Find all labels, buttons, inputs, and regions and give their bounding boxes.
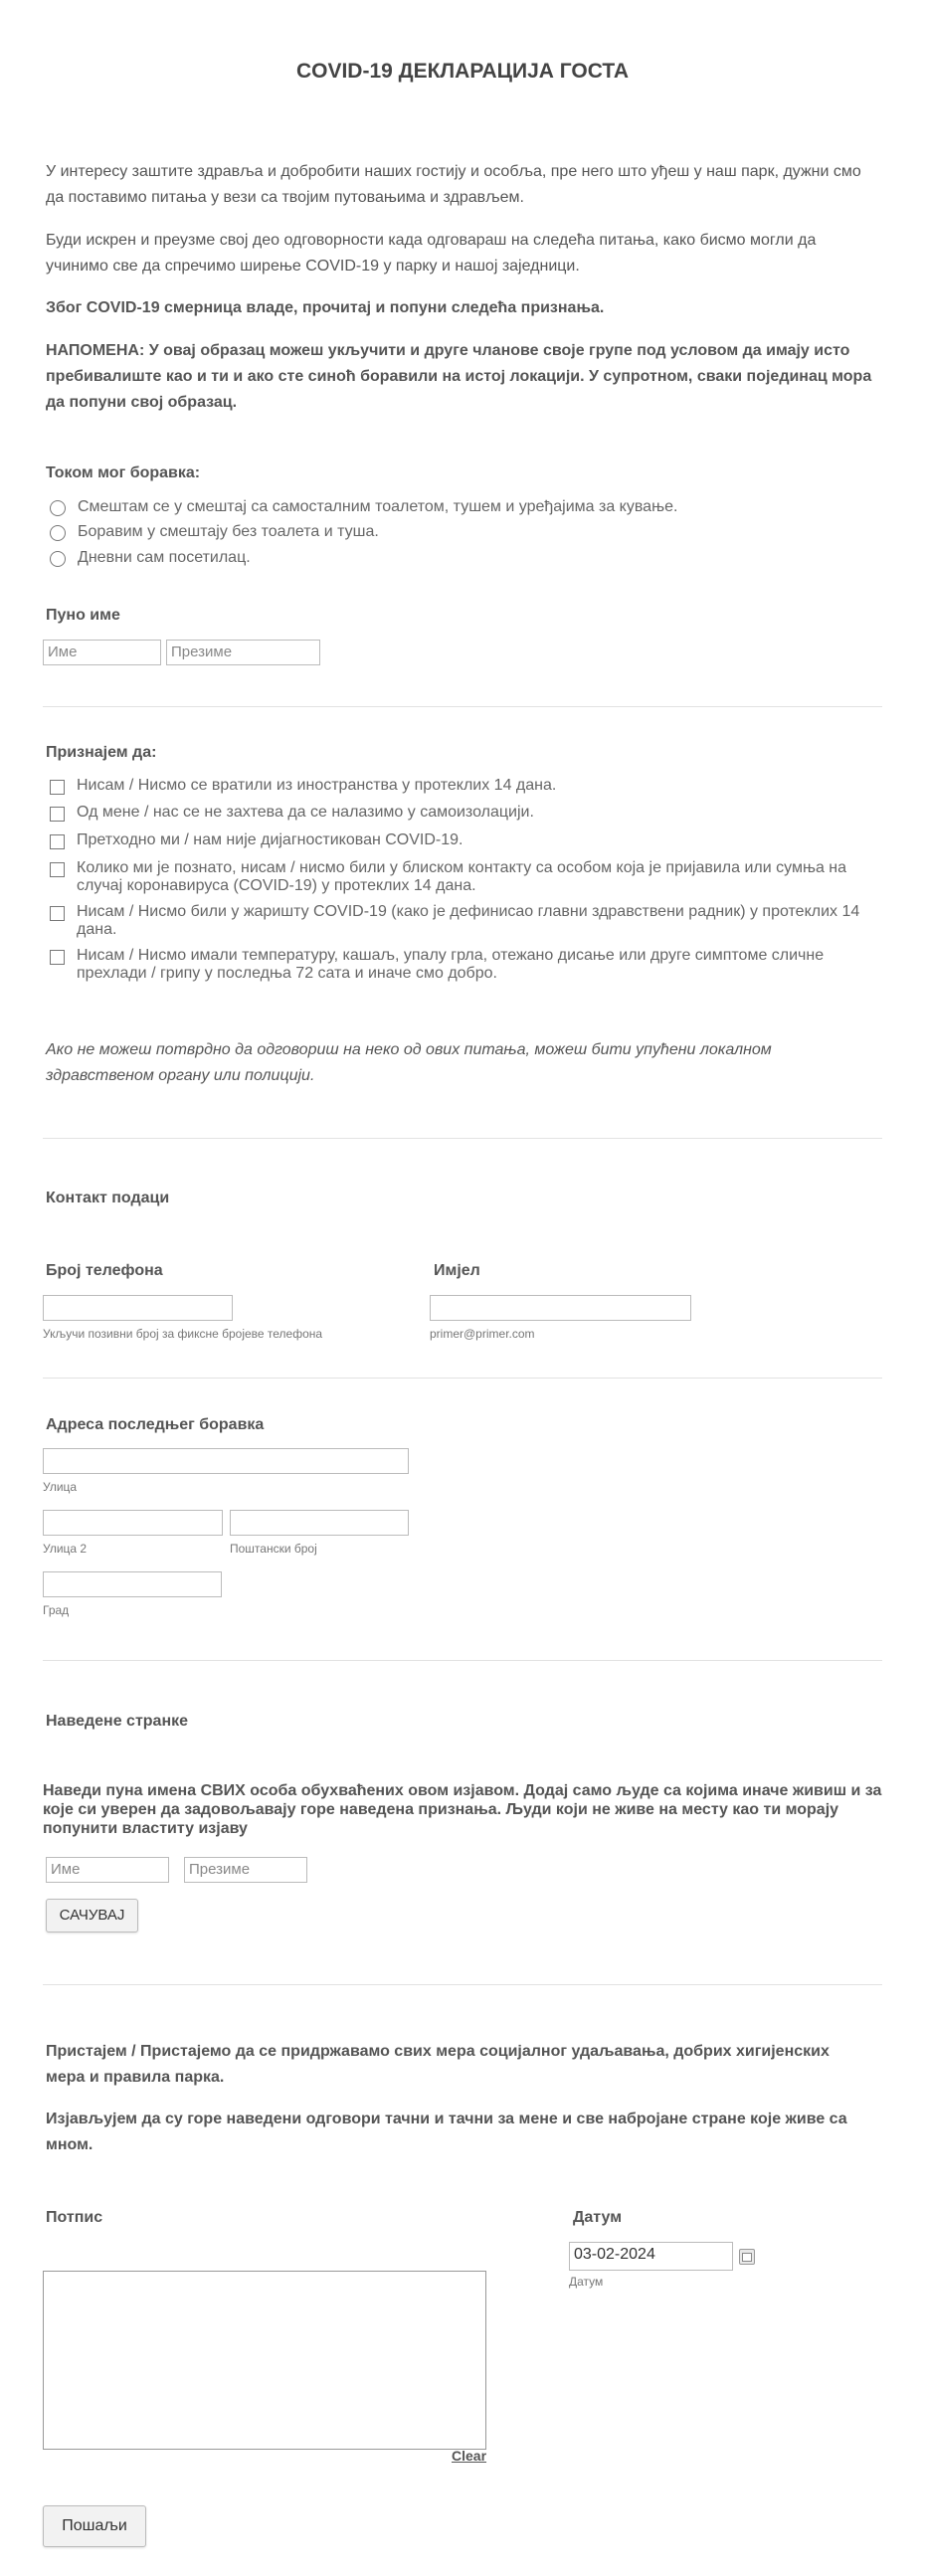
page-title: COVID-19 ДЕКЛАРАЦИЈА ГОСТА [295, 60, 630, 83]
checkbox[interactable] [50, 950, 65, 965]
agreement-paragraph-1: Пристајем / Пристајемо да се придржавамо свих мера социјалног удаљавања, добрих хигијенских мера и правила парка. [46, 2043, 830, 2086]
stay-label: Током мог боравка: [46, 464, 201, 481]
stay-option-label: Боравим у смештају без тоалета и туша. [78, 523, 379, 540]
stay-option-day-visitor[interactable] [50, 549, 251, 567]
submit-button[interactable]: Пошаљи [43, 2505, 146, 2547]
acknowledge-item-label: Нисам / Нисмо имали температуру, кашаљ, упалу грла, отежано дисање или друге симптоме сличне прехлади / грипу у последња 72 сата и иначе смо добро. [77, 947, 825, 982]
calendar-icon[interactable] [739, 2249, 755, 2265]
acknowledge-item[interactable] [50, 903, 892, 939]
acknowledge-item[interactable] [50, 831, 892, 849]
divider [43, 1138, 882, 1139]
acknowledge-item[interactable] [50, 947, 892, 983]
email-input[interactable] [430, 1295, 691, 1321]
city-input[interactable] [43, 1571, 222, 1597]
phone-hint: Укључи позивни број за фиксне бројеве телефона [43, 1327, 323, 1341]
acknowledge-item-label: Претходно ми / нам није дијагностикован COVID-19. [77, 831, 463, 848]
first-name-input[interactable]: Име [43, 640, 161, 665]
date-label: Датум [573, 2209, 623, 2226]
phone-label: Број телефона [46, 1262, 163, 1279]
signature-pad[interactable] [43, 2271, 486, 2450]
stay-option-self-contained[interactable] [50, 498, 677, 516]
acknowledge-item-label: Колико ми је познато, нисам / нисмо били у блиском контакту са особом која је пријавила или сумња на случај коронавируса (COVID-19) у протеклих 14 дана. [77, 859, 847, 894]
stay-option-label: Смештам се у смештај са самосталним тоалетом, тушем и уређајима за кување. [78, 498, 678, 515]
radio-button[interactable] [50, 525, 66, 541]
fullname-label: Пуно име [46, 607, 120, 624]
street2-input[interactable] [43, 1510, 223, 1536]
intro-note: НАПОМЕНА: У овај образац можеш укључити и друге чланове своје групе под условом да имају исто пребивалиште као и ти и ако сте синоћ боравили на истој локацији. У супротном, сваки појединац мора да попуни свој образац. [46, 342, 872, 411]
acknowledge-label: Признајем да: [46, 744, 157, 761]
stay-option-label: Дневни сам посетилац. [78, 549, 251, 566]
divider [43, 706, 882, 707]
phone-input[interactable] [43, 1295, 233, 1321]
date-input[interactable]: 03-02-2024 [569, 2242, 733, 2271]
intro-paragraph-2: Буди искрен и преузме свој део одговорности када одговараш на следећа питања, како бисмо могли да учинимо све да спречимо ширење COVID-19 у парку и нашој заједници. [46, 232, 817, 275]
divider [43, 1378, 882, 1379]
party-last-name-input[interactable]: Презиме [184, 1857, 307, 1883]
acknowledge-item[interactable] [50, 804, 892, 822]
date-sublabel: Датум [569, 2275, 604, 2289]
radio-button[interactable] [50, 500, 66, 516]
checkbox[interactable] [50, 906, 65, 921]
street2-sublabel: Улица 2 [43, 1542, 88, 1556]
divider [43, 1660, 882, 1661]
last-name-input[interactable]: Презиме [166, 640, 320, 665]
postal-code-input[interactable] [230, 1510, 409, 1536]
parties-instruction: Наведи пуна имена СВИХ особа обухваћених овом изјавом. Додај само људе са којима иначе живиш и за које си уверен да задовољавају горе наведена признања. Људи који не живе на месту као ти морају попунити властиту изјаву [43, 1782, 882, 1837]
acknowledge-note: Ако не можеш потврдно да одговориш на неко од ових питања, можеш бити упућени локалном здравственом органу или полицији. [46, 1041, 772, 1084]
street-input[interactable] [43, 1448, 409, 1474]
signature-label: Потпис [46, 2209, 103, 2226]
checkbox[interactable] [50, 862, 65, 877]
checkbox[interactable] [50, 834, 65, 849]
city-sublabel: Град [43, 1603, 70, 1617]
divider [43, 1984, 882, 1985]
checkbox[interactable] [50, 780, 65, 795]
party-first-name-input[interactable]: Име [46, 1857, 169, 1883]
acknowledge-item-label: Нисам / Нисмо били у жаришту COVID-19 (како је дефинисао главни здравствени радник) у протеклих 14 дана. [77, 903, 860, 938]
intro-paragraph-1: У интересу заштите здравља и добробити наших гостију и особља, пре него што уђеш у наш парк, дужни смо да поставимо питања у вези са твојим путовањима и здрављем. [46, 163, 861, 206]
acknowledge-item-label: Од мене / нас се не захтева да се налазимо у самоизолацији. [77, 804, 534, 821]
stay-option-no-toilet[interactable] [50, 523, 379, 541]
acknowledge-item[interactable] [50, 859, 892, 895]
agreement-paragraph-2: Изјављујем да су горе наведени одговори тачни и тачни за мене и све набројане стране које живе са мном. [46, 2111, 847, 2153]
address-label: Адреса последњег боравка [46, 1416, 265, 1433]
save-button[interactable]: САЧУВАЈ [46, 1899, 138, 1932]
parties-heading: Наведене странке [46, 1713, 189, 1730]
acknowledge-item[interactable] [50, 777, 892, 795]
intro-guidelines: Због COVID-19 смерница владе, прочитај и попуни следећа признања. [46, 299, 605, 316]
email-hint: primer@primer.com [430, 1327, 535, 1341]
checkbox[interactable] [50, 807, 65, 822]
radio-button[interactable] [50, 551, 66, 567]
email-label: Имјел [434, 1262, 480, 1279]
contact-heading: Контакт подаци [46, 1190, 170, 1206]
postal-code-sublabel: Поштански број [230, 1542, 317, 1556]
street-sublabel: Улица [43, 1480, 78, 1494]
clear-signature-link[interactable]: Clear [452, 2448, 487, 2464]
acknowledge-item-label: Нисам / Нисмо се вратили из иностранства у протеклих 14 дана. [77, 777, 557, 794]
